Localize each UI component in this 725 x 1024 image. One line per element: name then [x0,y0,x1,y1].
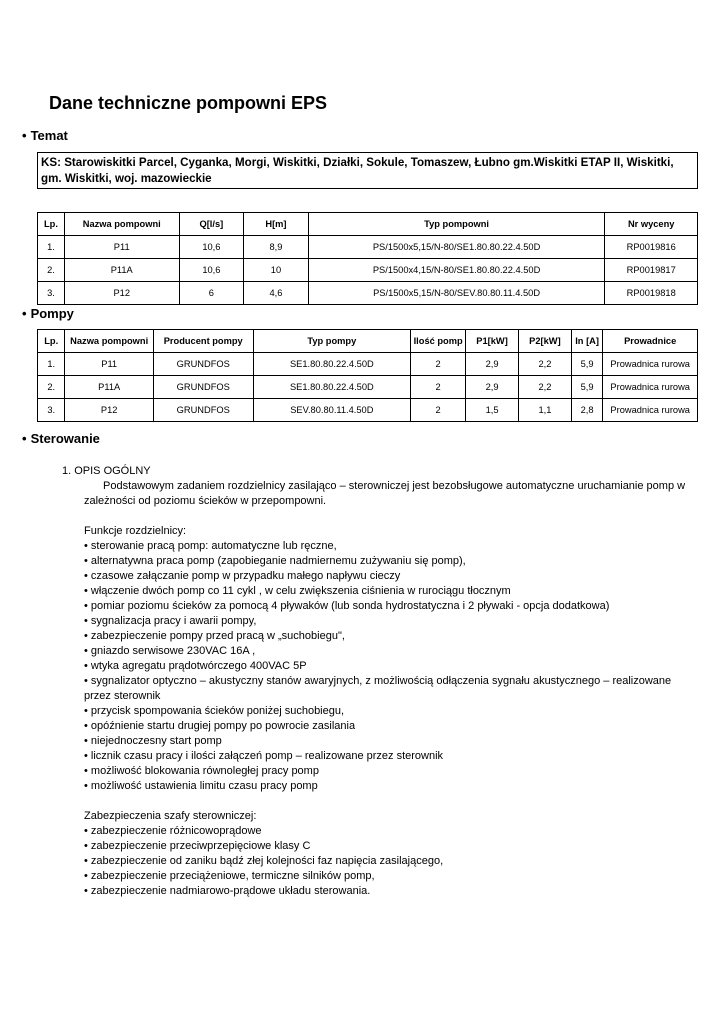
pompownie-table [37,212,698,305]
bullet: • [22,128,27,143]
table-cell: 2 [411,376,466,399]
table-header-row [38,330,698,353]
table-cell: PS/1500x5,15/N-80/SEV.80.80.11.4.50D [308,282,605,305]
list-item: • sterowanie pracą pomp: automatyczne lub ręczne, [84,540,337,552]
table-cell: SE1.80.80.22.4.50D [253,353,411,376]
table-cell: GRUNDFOS [153,376,253,399]
col-header: Typ pompy [253,330,411,353]
table-cell: 2. [38,259,65,282]
opis-heading: 1. OPIS OGÓLNY [62,465,151,477]
list-item: • możliwość ustawienia limitu czasu pracy pomp [84,780,318,792]
col-header: Lp. [38,330,65,353]
col-header: Lp. [38,213,65,236]
table-cell: 1,1 [518,399,571,422]
section-sterowanie-label: Sterowanie [30,431,100,446]
table-cell: Prowadnica rurowa [603,376,698,399]
table-cell: 1. [38,353,65,376]
zabezp-title: Zabezpieczenia szafy sterowniczej: [84,810,257,822]
table-cell: 3. [38,282,65,305]
table-cell: 2 [411,353,466,376]
table-cell: 2,8 [571,399,603,422]
table-cell: P12 [65,399,153,422]
list-item: • włączenie dwóch pomp co 11 cykl , w celu zwiększenia ciśnienia w rurociągu tłocznym [84,585,511,597]
table-cell: RP0019817 [605,259,698,282]
section-temat-heading [22,128,68,143]
opis-intro [62,479,692,509]
section-sterowanie-heading [22,431,100,446]
table-cell: 1. [38,236,65,259]
table-cell: RP0019818 [605,282,698,305]
table-header-row [38,213,698,236]
opis-intro-text: Podstawowym zadaniem rozdzielnicy zasilająco – sterowniczej jest bezobsługowe automatyczne uruchamianie pomp w zależności od poziomu ścieków w przepompowni. [84,480,686,507]
col-header: Nazwa pompowni [65,330,153,353]
table-cell: PS/1500x5,15/N-80/SE1.80.80.22.4.50D [308,236,605,259]
table-cell: 4,6 [244,282,309,305]
list-item: • opóźnienie startu drugiej pompy po powrocie zasilania [84,720,356,732]
list-item: • licznik czasu pracy i ilości załączeń pomp – realizowane przez sterownik [84,750,444,762]
table-cell: GRUNDFOS [153,399,253,422]
list-item: • pomiar poziomu ścieków za pomocą 4 pływaków (lub sonda hydrostatyczna i 2 pływaki - opcja dodatkowa) [84,600,610,612]
table-cell: GRUNDFOS [153,353,253,376]
col-header: Ilość pomp [411,330,466,353]
list-item: • możliwość blokowania równoległej pracy pomp [84,765,319,777]
table-cell: 6 [179,282,244,305]
table-cell: SEV.80.80.11.4.50D [253,399,411,422]
col-header: Nazwa pompowni [64,213,179,236]
table-cell: 5,9 [571,353,603,376]
table-cell: 2,2 [518,376,571,399]
table-cell: RP0019816 [605,236,698,259]
funkcje-title: Funkcje rozdzielnicy: [84,525,187,537]
list-item: • zabezpieczenie przeciwprzepięciowe klasy C [84,840,311,852]
funkcje-block [62,524,692,899]
table-row [38,259,698,282]
col-header: Prowadnice [603,330,698,353]
list-item: • alternatywna praca pomp (zapobieganie nadmiernemu zużywaniu się pomp), [84,555,466,567]
section-temat-label: Temat [30,128,68,143]
section-pompy-heading [22,306,74,321]
table-cell: 5,9 [571,376,603,399]
list-item: • zabezpieczenie nadmiarowo-prądowe układu sterowania. [84,885,371,897]
col-header: P1[kW] [466,330,519,353]
col-header: Typ pompowni [308,213,605,236]
col-header: Q[l/s] [179,213,244,236]
table-cell: P11 [65,353,153,376]
sterowanie-body [62,464,692,899]
list-item: • zabezpieczenie przeciążeniowe, termiczne silników pomp, [84,870,375,882]
table-cell: 2,2 [518,353,571,376]
table-row [38,399,698,422]
table-row [38,282,698,305]
table-cell: Prowadnica rurowa [603,353,698,376]
pompy-table [37,329,698,422]
table-cell: P11 [64,236,179,259]
table-cell: 1,5 [466,399,519,422]
table-cell: 2. [38,376,65,399]
table-row [38,236,698,259]
table-cell: 3. [38,399,65,422]
bullet: • [22,431,27,446]
list-item: • sygnalizacja pracy i awarii pompy, [84,615,257,627]
list-item: • sygnalizator optyczno – akustyczny stanów awaryjnych, z możliwością odłączenia sygnału akustycznego – realizowane przez sterownik [84,675,672,702]
temat-box: KS: Starowiskitki Parcel, Cyganka, Morgi, Wiskitki, Działki, Sokule, Tomaszew, Łubno gm.Wiskitki ETAP II, Wiskitki, gm. Wiskitki, woj. mazowieckie [37,152,698,189]
col-header: In [A] [571,330,603,353]
table-cell: P12 [64,282,179,305]
col-header: P2[kW] [518,330,571,353]
list-item: • zabezpieczenie od zaniku bądź złej kolejności faz napięcia zasilającego, [84,855,444,867]
bullet: • [22,306,27,321]
list-item: • niejednoczesny start pomp [84,735,222,747]
table-cell: 10,6 [179,236,244,259]
table-cell: 8,9 [244,236,309,259]
table-cell: SE1.80.80.22.4.50D [253,376,411,399]
list-item: • zabezpieczenie pompy przed pracą w „suchobiegu", [84,630,345,642]
table-cell: Prowadnica rurowa [603,399,698,422]
table-cell: PS/1500x4,15/N-80/SE1.80.80.22.4.50D [308,259,605,282]
section-pompy-label: Pompy [30,306,74,321]
list-item: • wtyka agregatu prądotwórczego 400VAC 5P [84,660,307,672]
list-item: • gniazdo serwisowe 230VAC 16A , [84,645,256,657]
table-cell: P11A [64,259,179,282]
list-item: • czasowe załączanie pomp w przypadku małego napływu cieczy [84,570,401,582]
table-cell: 2,9 [466,353,519,376]
table-cell: 10 [244,259,309,282]
table-cell: P11A [65,376,153,399]
list-item: • przycisk spompowania ścieków poniżej suchobiegu, [84,705,345,717]
table-cell: 2 [411,399,466,422]
list-item: • zabezpieczenie różnicowoprądowe [84,825,262,837]
table-row [38,376,698,399]
col-header: Nr wyceny [605,213,698,236]
page-title: Dane techniczne pompowni EPS [49,93,328,113]
col-header: H[m] [244,213,309,236]
col-header: Producent pompy [153,330,253,353]
table-row [38,353,698,376]
table-cell: 10,6 [179,259,244,282]
table-cell: 2,9 [466,376,519,399]
